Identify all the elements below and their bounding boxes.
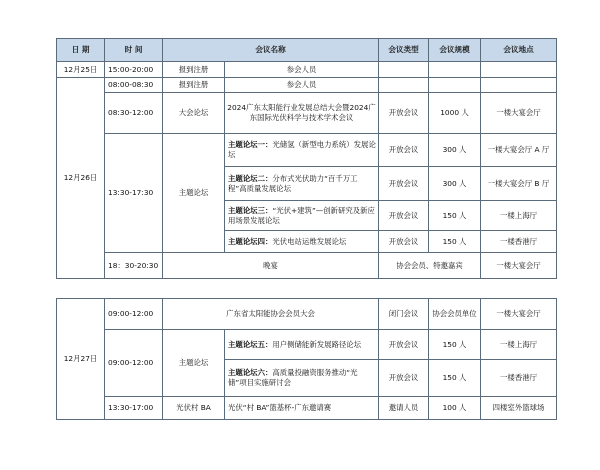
scale-cell: 1000 人	[429, 93, 481, 134]
category-cell: 主题论坛	[163, 330, 225, 397]
type-cell: 开放会议	[379, 93, 429, 134]
forum-title: 主题论坛三：	[228, 205, 273, 215]
venue-cell: 一楼香港厅	[481, 231, 557, 253]
header-date: 日 期	[57, 39, 105, 62]
scale-cell: 100 人	[429, 397, 481, 420]
header-type: 会议类型	[379, 39, 429, 62]
type-cell: 开放会议	[379, 360, 429, 397]
venue-cell: 一楼大宴会厅 B 厅	[481, 167, 557, 201]
type-cell: 开放会议	[379, 330, 429, 360]
venue-cell: 一楼上海厅	[481, 201, 557, 231]
scale-cell: 150 人	[429, 330, 481, 360]
date-cell: 12月27日	[57, 299, 105, 420]
table-row	[57, 93, 557, 134]
table-row	[57, 397, 557, 420]
type-cell: 开放会议	[379, 201, 429, 231]
attendees-cell: 协会会员、特邀嘉宾	[379, 253, 481, 279]
category-cell: 报到注册	[163, 62, 225, 78]
forum-title: 主题论坛四：	[228, 236, 273, 246]
venue-cell: 一楼大宴会厅	[481, 93, 557, 134]
date-cell: 12月25日	[57, 62, 105, 78]
header-name: 会议名称	[163, 39, 379, 62]
header-time: 时 间	[105, 39, 163, 62]
forum-title: 主题论坛二：	[228, 173, 273, 183]
table-row	[57, 253, 557, 279]
forum-title: 主题论坛一：	[228, 140, 273, 150]
scale-cell	[429, 78, 481, 93]
time-cell: 08:30-12:00	[105, 93, 163, 134]
time-cell: 15:00-20:00	[105, 62, 163, 78]
type-cell	[379, 78, 429, 93]
venue-cell: 四楼室外篮球场	[481, 397, 557, 420]
date-cell: 12月26日	[57, 78, 105, 279]
forum-name-cell	[225, 231, 379, 253]
forum-name-cell	[225, 134, 379, 167]
scale-cell	[429, 62, 481, 78]
name-cell: 2024广东太阳能行业发展总结大会暨2024广东国际光伏科学与技术学术会议	[225, 93, 379, 134]
venue-cell: 一楼香港厅	[481, 360, 557, 397]
type-cell: 开放会议	[379, 134, 429, 167]
venue-cell	[481, 78, 557, 93]
forum-name-cell	[225, 201, 379, 231]
forum-title: 主题论坛六：	[228, 368, 273, 378]
name-cell: 参会人员	[225, 78, 379, 93]
venue-cell: 一楼大宴会厅	[481, 299, 557, 330]
venue-cell: 一楼上海厅	[481, 330, 557, 360]
name-cell: 广东省太阳能协会会员大会	[163, 299, 379, 330]
schedule-table-bottom	[56, 298, 557, 420]
table-row	[57, 299, 557, 330]
type-cell: 闭门会议	[379, 299, 429, 330]
time-cell: 09:00-12:00	[105, 330, 163, 397]
time-cell: 13:30-17:30	[105, 134, 163, 253]
name-cell: 光伏“村 BA”篮基杯-广东邀请赛	[225, 397, 379, 420]
venue-cell: 一楼大宴会厅	[481, 253, 557, 279]
venue-cell	[481, 62, 557, 78]
type-cell: 邀请人员	[379, 397, 429, 420]
table-row	[57, 62, 557, 78]
header-venue: 会议地点	[481, 39, 557, 62]
table-row	[57, 78, 557, 93]
category-cell: 光伏村 BA	[163, 397, 225, 420]
table-row	[57, 134, 557, 167]
time-cell: 18：30-20:30	[105, 253, 163, 279]
time-cell: 09:00-12:00	[105, 299, 163, 330]
forum-title: 主题论坛五：	[228, 339, 273, 349]
scale-cell: 协会会员单位	[429, 299, 481, 330]
category-cell: 大会论坛	[163, 93, 225, 134]
forum-subject: 光储氢（新型电力系统）发展论坛	[228, 140, 376, 159]
forum-subject: 用户侧储能新发展路径论坛	[272, 339, 362, 349]
time-cell: 13:30-17:00	[105, 397, 163, 420]
scale-cell: 150 人	[429, 231, 481, 253]
forum-subject: 分布式光伏助力“百千万工程”高质量发展论坛	[228, 173, 358, 193]
schedule-table-top	[56, 38, 557, 279]
scale-cell: 300 人	[429, 134, 481, 167]
type-cell: 开放会议	[379, 231, 429, 253]
scale-cell: 300 人	[429, 167, 481, 201]
time-cell: 08:00-08:30	[105, 78, 163, 93]
header-scale: 会议规模	[429, 39, 481, 62]
name-cell: 参会人员	[225, 62, 379, 78]
name-cell: 晚宴	[163, 253, 379, 279]
header-row	[57, 39, 557, 62]
type-cell: 开放会议	[379, 167, 429, 201]
category-cell: 报到注册	[163, 78, 225, 93]
venue-cell: 一楼大宴会厅 A 厅	[481, 134, 557, 167]
forum-subject: 高质量投融资服务推动“光储”项目实施研讨会	[228, 368, 358, 387]
forum-name-cell	[225, 167, 379, 201]
category-cell: 主题论坛	[163, 134, 225, 253]
forum-subject: 光伏电站运维发展论坛	[272, 236, 347, 246]
scale-cell: 150 人	[429, 360, 481, 397]
forum-name-cell	[225, 330, 379, 360]
forum-name-cell	[225, 360, 379, 397]
type-cell	[379, 62, 429, 78]
scale-cell: 150 人	[429, 201, 481, 231]
table-row	[57, 330, 557, 360]
forum-subject: “光伏+建筑”—创新研究及新应用场景发展论坛	[228, 205, 375, 225]
